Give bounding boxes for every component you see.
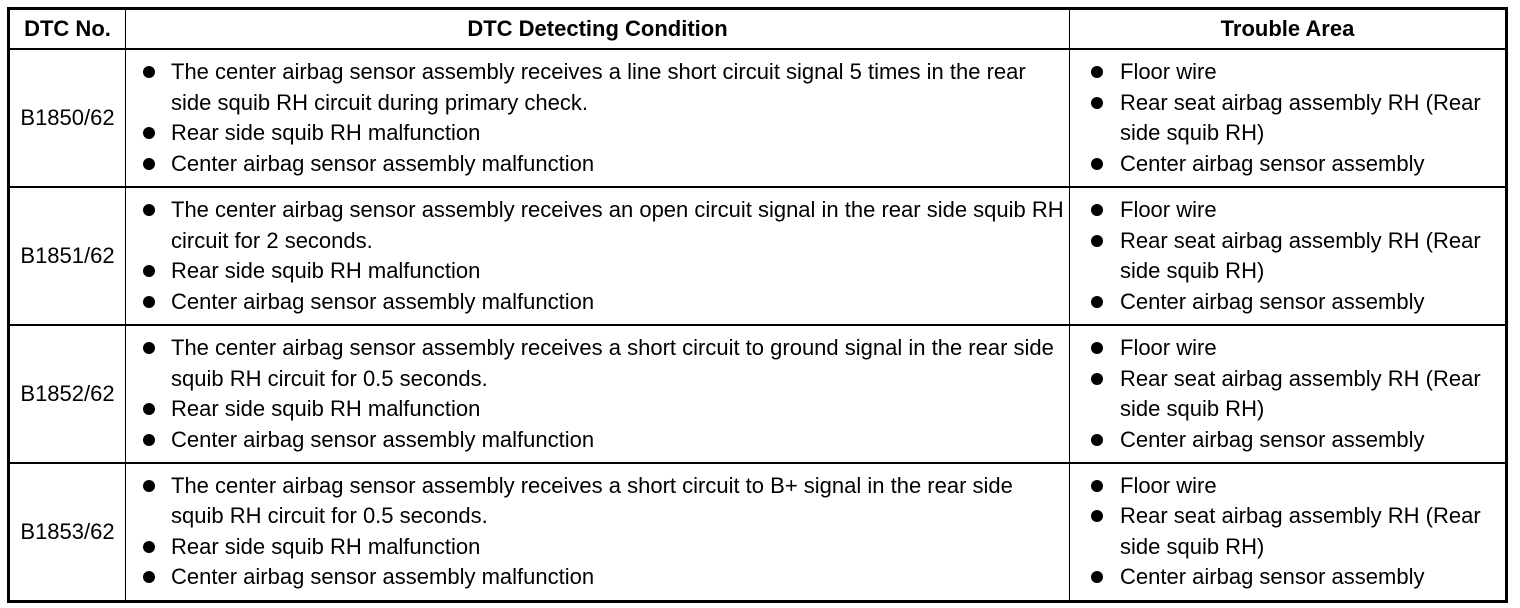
- condition-cell: [126, 463, 1070, 601]
- list-item: Rear side squib RH malfunction: [126, 394, 1069, 425]
- table-row: [9, 463, 1507, 601]
- list-item: Center airbag sensor assembly malfunction: [126, 287, 1069, 318]
- list-item: The center airbag sensor assembly receives a short circuit to B+ signal in the rear side squib RH circuit for 0.5 seconds.: [126, 471, 1069, 532]
- header-row: [9, 9, 1507, 50]
- dtc-code: B1850/62: [9, 49, 126, 187]
- trouble-area-cell: [1070, 49, 1507, 187]
- list-item: Rear seat airbag assembly RH (Rear side squib RH): [1070, 88, 1505, 149]
- header-dtc-no: DTC No.: [9, 9, 126, 50]
- list-item: Floor wire: [1070, 333, 1505, 364]
- trouble-area-list: [1070, 471, 1505, 593]
- list-item: Center airbag sensor assembly malfunction: [126, 149, 1069, 180]
- list-item: Floor wire: [1070, 57, 1505, 88]
- list-item: The center airbag sensor assembly receives an open circuit signal in the rear side squib RH circuit for 2 seconds.: [126, 195, 1069, 256]
- dtc-code: B1853/62: [9, 463, 126, 601]
- condition-cell: [126, 325, 1070, 463]
- condition-cell: [126, 187, 1070, 325]
- trouble-area-cell: [1070, 187, 1507, 325]
- condition-list: [126, 57, 1069, 179]
- dtc-table: [7, 7, 1508, 603]
- list-item: Rear side squib RH malfunction: [126, 256, 1069, 287]
- list-item: Center airbag sensor assembly malfunction: [126, 425, 1069, 456]
- table-row: [9, 187, 1507, 325]
- header-trouble-area: Trouble Area: [1070, 9, 1507, 50]
- dtc-code: B1852/62: [9, 325, 126, 463]
- list-item: Rear side squib RH malfunction: [126, 118, 1069, 149]
- list-item: Floor wire: [1070, 471, 1505, 502]
- list-item: The center airbag sensor assembly receives a line short circuit signal 5 times in the rear side squib RH circuit during primary check.: [126, 57, 1069, 118]
- dtc-code: B1851/62: [9, 187, 126, 325]
- list-item: Rear seat airbag assembly RH (Rear side squib RH): [1070, 501, 1505, 562]
- trouble-area-cell: [1070, 463, 1507, 601]
- trouble-area-list: [1070, 57, 1505, 179]
- list-item: Rear side squib RH malfunction: [126, 532, 1069, 563]
- condition-list: [126, 195, 1069, 317]
- trouble-area-list: [1070, 333, 1505, 455]
- list-item: Center airbag sensor assembly: [1070, 425, 1505, 456]
- condition-cell: [126, 49, 1070, 187]
- list-item: Center airbag sensor assembly: [1070, 562, 1505, 593]
- header-condition: DTC Detecting Condition: [126, 9, 1070, 50]
- condition-list: [126, 471, 1069, 593]
- trouble-area-cell: [1070, 325, 1507, 463]
- list-item: Center airbag sensor assembly: [1070, 287, 1505, 318]
- list-item: Rear seat airbag assembly RH (Rear side squib RH): [1070, 226, 1505, 287]
- table-row: [9, 49, 1507, 187]
- list-item: The center airbag sensor assembly receives a short circuit to ground signal in the rear side squib RH circuit for 0.5 seconds.: [126, 333, 1069, 394]
- table-row: [9, 325, 1507, 463]
- list-item: Rear seat airbag assembly RH (Rear side squib RH): [1070, 364, 1505, 425]
- trouble-area-list: [1070, 195, 1505, 317]
- list-item: Center airbag sensor assembly malfunction: [126, 562, 1069, 593]
- condition-list: [126, 333, 1069, 455]
- list-item: Center airbag sensor assembly: [1070, 149, 1505, 180]
- list-item: Floor wire: [1070, 195, 1505, 226]
